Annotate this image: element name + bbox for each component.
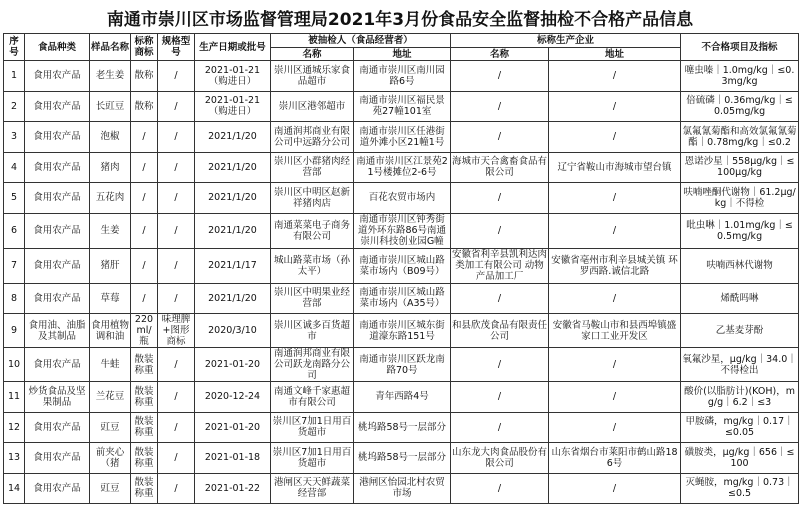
- header-maker: 标称生产企业: [451, 34, 681, 48]
- cell-seq: 12: [4, 412, 25, 443]
- cell-sample: 豇豆: [90, 473, 131, 504]
- cell-spec: /: [158, 91, 195, 122]
- cell-date: 2021-01-20: [195, 348, 271, 382]
- cell-brand: 散装称重: [131, 473, 158, 504]
- cell-spec: /: [158, 443, 195, 474]
- header-sample: 样品名称: [90, 34, 131, 61]
- cell-maker-name: 海城市天合禽畜食品有限公司: [451, 152, 549, 183]
- cell-spec: /: [158, 213, 195, 248]
- cell-maker-address: /: [549, 412, 681, 443]
- cell-brand: 散装称重: [131, 348, 158, 382]
- table-row: [4, 382, 799, 413]
- cell-sample: 草莓: [90, 283, 131, 314]
- cell-inspected-address: 南通市崇川区城山路菜市场内（B09号）: [354, 248, 451, 283]
- cell-inspected-address: 港闸区怡园北村农贸市场: [354, 473, 451, 504]
- cell-category: 食用农产品: [25, 443, 90, 474]
- cell-category: 食用农产品: [25, 183, 90, 214]
- cell-unqualified-items: 乙基麦芽酚: [681, 314, 799, 348]
- cell-date: 2021-01-22: [195, 473, 271, 504]
- table-row: [4, 443, 799, 474]
- cell-category: 食用农产品: [25, 412, 90, 443]
- cell-maker-name: /: [451, 473, 549, 504]
- cell-sample: 猪肉: [90, 152, 131, 183]
- cell-unqualified-items: 甲胺磷，mg/kg｜0.17｜≤0.05: [681, 412, 799, 443]
- cell-category: 食用农产品: [25, 473, 90, 504]
- header-inspected: 被抽检人（食品经营者）: [271, 34, 451, 48]
- cell-inspected-name: 崇川区诚多百货超市: [271, 314, 354, 348]
- cell-seq: 11: [4, 382, 25, 413]
- cell-unqualified-items: 倍硫磷｜0.36mg/kg｜≤0.05mg/kg: [681, 91, 799, 122]
- cell-sample: 生姜: [90, 213, 131, 248]
- cell-maker-address: /: [549, 283, 681, 314]
- cell-category: 食用农产品: [25, 283, 90, 314]
- cell-brand: 220ml/瓶: [131, 314, 158, 348]
- cell-brand: 散装称重: [131, 443, 158, 474]
- table-row: [4, 152, 799, 183]
- cell-inspected-name: 南通文峰千家惠超市有限公司: [271, 382, 354, 413]
- table-row: [4, 314, 799, 348]
- cell-brand: /: [131, 122, 158, 153]
- cell-unqualified-items: 呋喃西林代谢物: [681, 248, 799, 283]
- cell-category: 食用农产品: [25, 348, 90, 382]
- cell-unqualified-items: 恩诺沙星｜558μg/kg｜≤100μg/kg: [681, 152, 799, 183]
- cell-sample: 五花肉: [90, 183, 131, 214]
- cell-brand: /: [131, 283, 158, 314]
- unqualified-products-table: [3, 33, 799, 504]
- cell-seq: 7: [4, 248, 25, 283]
- cell-maker-address: /: [549, 122, 681, 153]
- cell-maker-name: /: [451, 213, 549, 248]
- cell-maker-address: 辽宁省鞍山市海城市望台镇: [549, 152, 681, 183]
- cell-category: 食用农产品: [25, 213, 90, 248]
- cell-date: 2021/1/20: [195, 152, 271, 183]
- cell-sample: 豇豆: [90, 412, 131, 443]
- table-row: [4, 248, 799, 283]
- cell-category: 炒货食品及坚果制品: [25, 382, 90, 413]
- cell-inspected-name: 崇川区7加1日用百货超市: [271, 412, 354, 443]
- cell-brand: /: [131, 248, 158, 283]
- cell-maker-address: /: [549, 183, 681, 214]
- cell-unqualified-items: 氯氟氰菊酯和高效氯氟氰菊酯｜0.78mg/kg｜≤0.2: [681, 122, 799, 153]
- cell-category: 食用农产品: [25, 122, 90, 153]
- cell-inspected-address: 南通市崇川区南川园路6号: [354, 61, 451, 92]
- header-date: 生产日期或批号: [195, 34, 271, 61]
- cell-maker-name: 山东龙大肉食品股份有限公司: [451, 443, 549, 474]
- header-maker-address: 地址: [549, 48, 681, 61]
- page-title: 南通市崇川区市场监督管理局2021年3月份食品安全监督抽检不合格产品信息: [106, 10, 694, 30]
- cell-maker-address: /: [549, 348, 681, 382]
- cell-date: 2021/1/20: [195, 122, 271, 153]
- header-maker-name: 名称: [451, 48, 549, 61]
- table-row: [4, 213, 799, 248]
- cell-maker-name: /: [451, 412, 549, 443]
- cell-seq: 3: [4, 122, 25, 153]
- cell-spec: /: [158, 248, 195, 283]
- cell-inspected-name: 港闸区天天鲜蔬菜经营部: [271, 473, 354, 504]
- cell-spec: /: [158, 473, 195, 504]
- header-brand: 标称商标: [131, 34, 158, 61]
- cell-sample: 食用植物调和油: [90, 314, 131, 348]
- cell-inspected-address: 南通市崇川区福民景苑27幢101室: [354, 91, 451, 122]
- cell-spec: /: [158, 122, 195, 153]
- cell-maker-name: /: [451, 61, 549, 92]
- cell-date: 2021-01-21（购进日）: [195, 61, 271, 92]
- cell-inspected-address: 南通市崇川区跃龙南路70号: [354, 348, 451, 382]
- cell-inspected-name: 南通润邦商业有限公司中远路分公司: [271, 122, 354, 153]
- cell-brand: /: [131, 152, 158, 183]
- cell-brand: 散称: [131, 61, 158, 92]
- cell-maker-address: /: [549, 382, 681, 413]
- cell-inspected-name: 崇川区通城乐家食品超市: [271, 61, 354, 92]
- cell-sample: 泡椒: [90, 122, 131, 153]
- cell-maker-name: /: [451, 91, 549, 122]
- cell-inspected-address: 青年西路4号: [354, 382, 451, 413]
- cell-unqualified-items: 磺胺类，μg/kg｜656｜≤100: [681, 443, 799, 474]
- header-inspected-name: 名称: [271, 48, 354, 61]
- cell-spec: /: [158, 183, 195, 214]
- cell-brand: 散装称重: [131, 382, 158, 413]
- header-spec: 规格型号: [158, 34, 195, 61]
- cell-brand: 散称: [131, 91, 158, 122]
- cell-spec: /: [158, 283, 195, 314]
- cell-inspected-address: 南通市崇川区钟秀街道外环东路86号南通崇川科技创业园G幢: [354, 213, 451, 248]
- cell-maker-name: /: [451, 122, 549, 153]
- cell-inspected-name: 城山路菜市场（孙太平）: [271, 248, 354, 283]
- cell-spec: /: [158, 382, 195, 413]
- cell-inspected-name: 崇川区港邻超市: [271, 91, 354, 122]
- cell-inspected-address: 桃坞路58号一层部分: [354, 412, 451, 443]
- cell-seq: 1: [4, 61, 25, 92]
- cell-seq: 2: [4, 91, 25, 122]
- table-row: [4, 183, 799, 214]
- cell-spec: /: [158, 348, 195, 382]
- cell-sample: 前夹心（猪: [90, 443, 131, 474]
- cell-category: 食用农产品: [25, 91, 90, 122]
- cell-category: 食用农产品: [25, 248, 90, 283]
- cell-maker-name: 和县欣茂食品有限责任公司: [451, 314, 549, 348]
- cell-inspected-name: 南通菜菜电子商务有限公司: [271, 213, 354, 248]
- cell-inspected-address: 南通市崇川区城山路菜市场内（A35号）: [354, 283, 451, 314]
- cell-inspected-name: 崇川区中明果业经营部: [271, 283, 354, 314]
- cell-maker-address: /: [549, 473, 681, 504]
- cell-sample: 兰花豆: [90, 382, 131, 413]
- cell-spec: 味理脾+图形商标: [158, 314, 195, 348]
- cell-sample: 老生姜: [90, 61, 131, 92]
- cell-brand: /: [131, 183, 158, 214]
- header-inspected-address: 地址: [354, 48, 451, 61]
- table-body: [4, 61, 799, 504]
- header-items: 不合格项目及指标: [681, 34, 799, 61]
- cell-date: 2020/3/10: [195, 314, 271, 348]
- table-row: [4, 473, 799, 504]
- cell-maker-address: 安徽省马鞍山市和县西埠镇盛家口工业开发区: [549, 314, 681, 348]
- cell-spec: /: [158, 61, 195, 92]
- cell-inspected-address: 南通市崇川区任港街道外滩小区21幢1号: [354, 122, 451, 153]
- cell-unqualified-items: 烯酰吗啉: [681, 283, 799, 314]
- cell-date: 2021/1/20: [195, 283, 271, 314]
- cell-category: 食用农产品: [25, 152, 90, 183]
- cell-date: 2021-01-21（购进日）: [195, 91, 271, 122]
- cell-inspected-address: 桃坞路58号一层部分: [354, 443, 451, 474]
- cell-category: 食用油、油脂及其制品: [25, 314, 90, 348]
- cell-seq: 13: [4, 443, 25, 474]
- cell-date: 2021-01-18: [195, 443, 271, 474]
- cell-unqualified-items: 呋喃唑酮代谢物｜61.2μg/kg｜不得检: [681, 183, 799, 214]
- cell-inspected-address: 南通市崇川区城东街道濠东路151号: [354, 314, 451, 348]
- cell-inspected-name: 崇川区中明区赵新祥猪肉店: [271, 183, 354, 214]
- cell-maker-name: /: [451, 183, 549, 214]
- cell-inspected-name: 崇川区小群猪肉经营部: [271, 152, 354, 183]
- cell-maker-address: /: [549, 91, 681, 122]
- cell-maker-address: /: [549, 213, 681, 248]
- cell-inspected-address: 南通市崇川区江景苑21号楼摊位2-6号: [354, 152, 451, 183]
- cell-maker-address: 安徽省亳州市利辛县城关镇 环罗西路.诚信北路: [549, 248, 681, 283]
- cell-seq: 9: [4, 314, 25, 348]
- table-row: [4, 412, 799, 443]
- cell-seq: 6: [4, 213, 25, 248]
- cell-maker-name: /: [451, 283, 549, 314]
- cell-sample: 猪肝: [90, 248, 131, 283]
- table-row: [4, 348, 799, 382]
- table-row: [4, 283, 799, 314]
- cell-seq: 4: [4, 152, 25, 183]
- cell-seq: 5: [4, 183, 25, 214]
- cell-unqualified-items: 灭蝇胺，mg/kg｜0.73｜≤0.5: [681, 473, 799, 504]
- cell-sample: 长豇豆: [90, 91, 131, 122]
- cell-brand: /: [131, 213, 158, 248]
- table-row: [4, 91, 799, 122]
- cell-category: 食用农产品: [25, 61, 90, 92]
- cell-inspected-name: 南通润邦商业有限公司跃龙南路分公司: [271, 348, 354, 382]
- cell-brand: 散装称重: [131, 412, 158, 443]
- cell-sample: 牛蛙: [90, 348, 131, 382]
- cell-maker-address: /: [549, 61, 681, 92]
- header-seq: 序号: [4, 34, 25, 61]
- cell-date: 2021/1/20: [195, 213, 271, 248]
- cell-date: 2021/1/17: [195, 248, 271, 283]
- cell-maker-name: /: [451, 348, 549, 382]
- cell-spec: /: [158, 412, 195, 443]
- cell-unqualified-items: 氧氟沙星，μg/kg｜34.0｜不得检出: [681, 348, 799, 382]
- header-category: 食品种类: [25, 34, 90, 61]
- cell-unqualified-items: 酸价(以脂肪计)(KOH)，mg/g｜6.2｜≤3: [681, 382, 799, 413]
- cell-seq: 14: [4, 473, 25, 504]
- table-row: [4, 61, 799, 92]
- cell-maker-name: /: [451, 382, 549, 413]
- cell-inspected-name: 崇川区7加1日用百货超市: [271, 443, 354, 474]
- cell-date: 2020-12-24: [195, 382, 271, 413]
- cell-spec: /: [158, 152, 195, 183]
- cell-unqualified-items: 噻虫嗪｜1.0mg/kg｜≤0.3mg/kg: [681, 61, 799, 92]
- cell-date: 2021-01-20: [195, 412, 271, 443]
- cell-seq: 10: [4, 348, 25, 382]
- cell-maker-name: 安徽省利辛县凯利达肉类加工有限公司 动物产品加工厂: [452, 249, 548, 282]
- cell-date: 2021/1/20: [195, 183, 271, 214]
- cell-seq: 8: [4, 283, 25, 314]
- table-row: [4, 122, 799, 153]
- cell-inspected-address: 百花农贸市场内: [354, 183, 451, 214]
- cell-maker-address: 山东省烟台市莱阳市鹤山路186号: [549, 443, 681, 474]
- cell-unqualified-items: 吡虫啉｜1.01mg/kg｜≤0.5mg/kg: [681, 213, 799, 248]
